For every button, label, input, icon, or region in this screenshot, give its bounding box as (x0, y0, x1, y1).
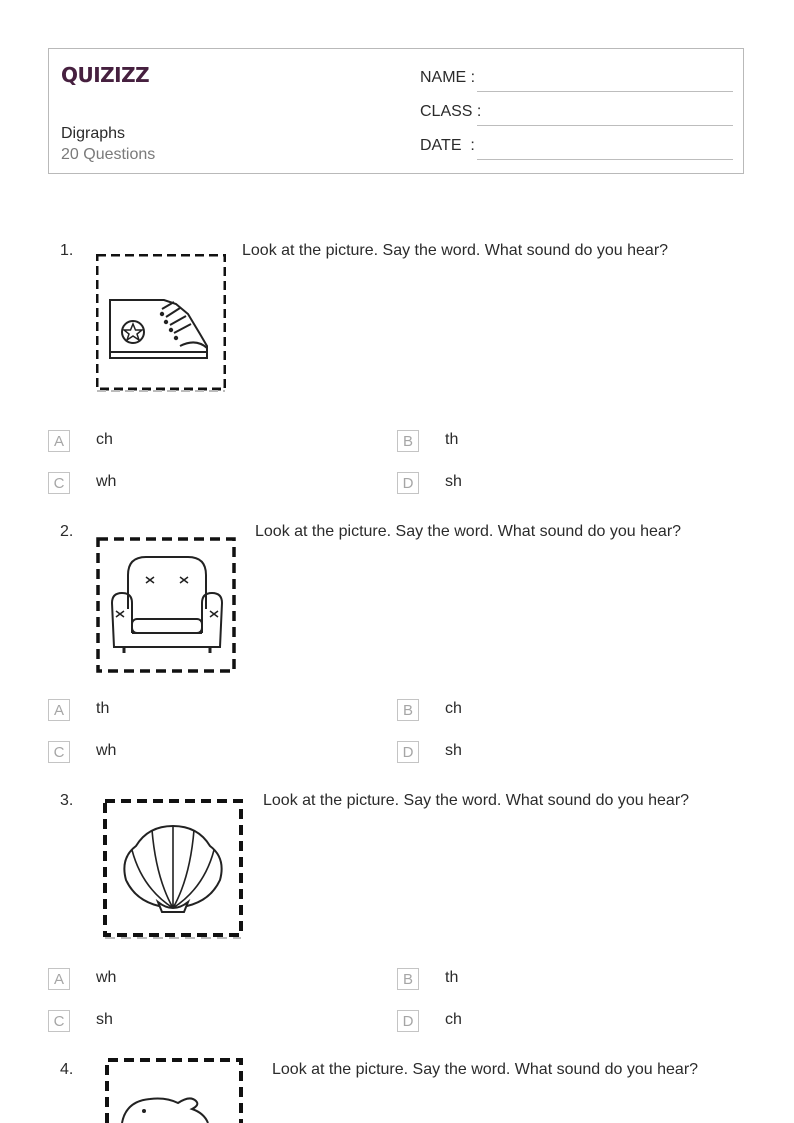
question-number: 4. (60, 1061, 74, 1078)
option-letter: B (397, 430, 419, 452)
question-text: Look at the picture. Say the word. What sound do you hear? (263, 792, 690, 809)
name-label: NAME : (420, 69, 476, 86)
class-field[interactable] (420, 103, 733, 127)
whale-picture (104, 1057, 244, 1123)
question-text: Look at the picture. Say the word. What sound do you hear? (242, 242, 669, 259)
question-number: 3. (60, 792, 74, 809)
question-text: Look at the picture. Say the word. What sound do you hear? (255, 523, 682, 540)
worksheet-header (48, 48, 744, 174)
question-text: Look at the picture. Say the word. What sound do you hear? (272, 1061, 699, 1078)
option-letter: C (48, 1010, 70, 1032)
name-field[interactable] (420, 69, 733, 93)
sneaker-picture (96, 254, 226, 394)
option-text: sh (96, 1011, 113, 1028)
option-letter: B (397, 968, 419, 990)
option-text: ch (445, 700, 462, 717)
question-number: 1. (60, 242, 74, 259)
option-letter: A (48, 968, 70, 990)
date-field[interactable] (420, 137, 733, 161)
option-letter: A (48, 430, 70, 452)
seashell-picture (102, 798, 246, 942)
option-text: ch (96, 431, 113, 448)
class-label: CLASS : (420, 103, 482, 120)
option-letter: C (48, 741, 70, 763)
quizizz-logo (61, 59, 153, 89)
option-text: sh (445, 473, 462, 490)
option-letter: D (397, 472, 419, 494)
option-text: sh (445, 742, 462, 759)
option-text: wh (96, 473, 117, 490)
option-text: ch (445, 1011, 462, 1028)
name-line[interactable] (477, 91, 733, 92)
worksheet-title: Digraphs (61, 125, 126, 142)
option-text: wh (96, 969, 117, 986)
class-line[interactable] (477, 125, 733, 126)
question-number: 2. (60, 523, 74, 540)
option-letter: B (397, 699, 419, 721)
option-text: th (445, 431, 459, 448)
option-letter: A (48, 699, 70, 721)
option-letter: C (48, 472, 70, 494)
question-count: 20 Questions (61, 146, 156, 163)
option-letter: D (397, 1010, 419, 1032)
option-text: th (96, 700, 110, 717)
armchair-picture (96, 537, 238, 675)
option-text: th (445, 969, 459, 986)
date-label: DATE : (420, 137, 475, 154)
svg-text:QUIZIZZ: QUIZIZZ (61, 63, 150, 87)
option-text: wh (96, 742, 117, 759)
option-letter: D (397, 741, 419, 763)
date-line[interactable] (477, 159, 733, 160)
